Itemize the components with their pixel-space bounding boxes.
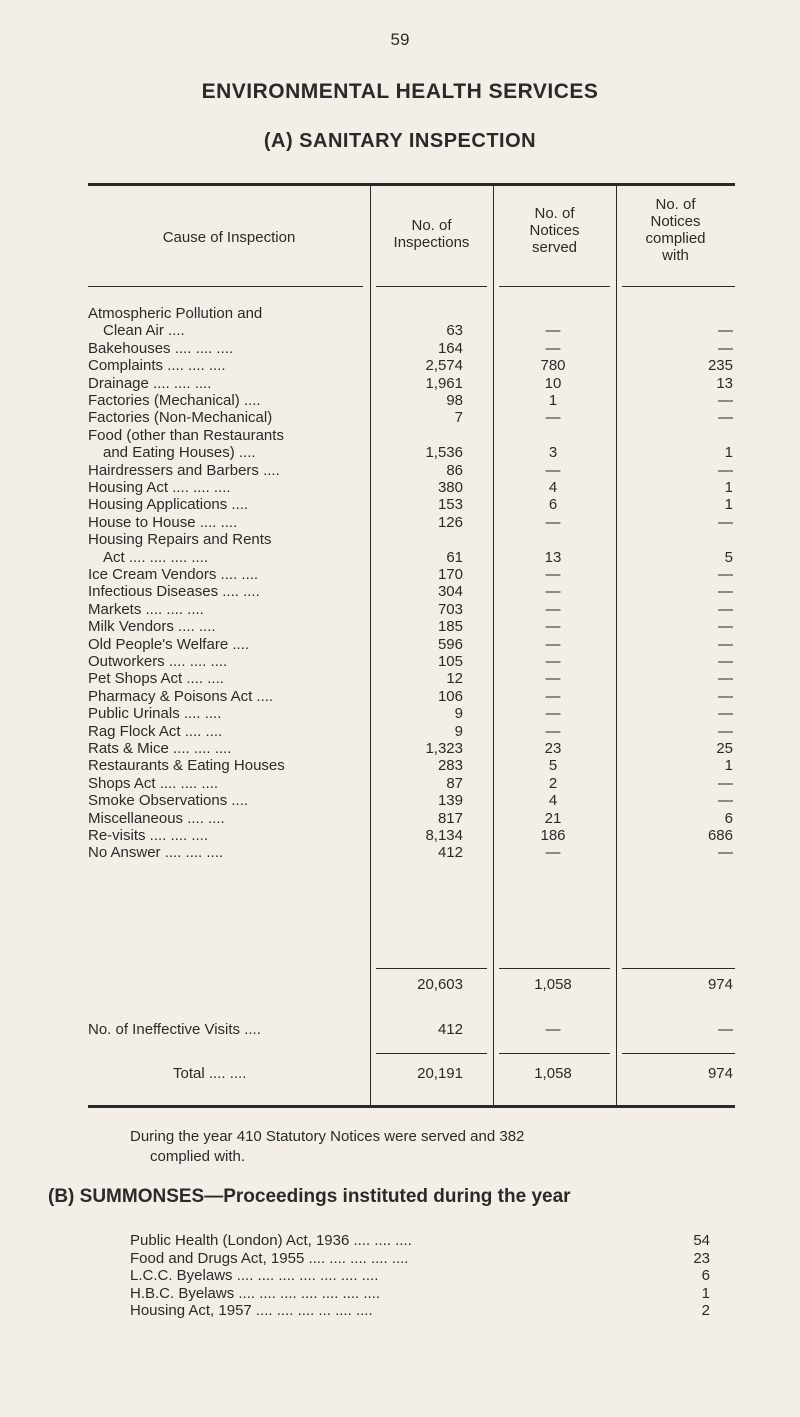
inspections-value: 380 [437, 479, 463, 496]
cause-label: Restaurants & Eating Houses [88, 757, 285, 775]
cause-label: Milk Vendors .... .... [88, 618, 216, 636]
inspections-value: 61 [446, 548, 463, 566]
cause-label: Smoke Observations .... [88, 792, 249, 810]
table-row [88, 601, 735, 619]
served-value: 5 [548, 757, 558, 775]
served-value: 21 [544, 809, 562, 827]
inspections-value: 105 [437, 653, 463, 670]
cause-label: Housing Applications .... [88, 496, 249, 514]
complied-value: — [718, 844, 733, 862]
page-title: ENVIRONMENTAL HEALTH SERVICES [201, 80, 599, 103]
inspections-value: 170 [437, 566, 463, 583]
cause-label: Factories (Mechanical) .... [88, 392, 261, 409]
inspections-value: 98 [446, 392, 463, 409]
served-value: — [545, 844, 561, 862]
cause-label: Ice Cream Vendors .... .... [88, 566, 259, 583]
cause-label: Outworkers .... .... .... [88, 653, 228, 670]
complied-value: — [718, 392, 733, 409]
complied-value: — [718, 322, 733, 340]
served-value: — [545, 705, 561, 723]
complied-value: 686 [707, 827, 733, 844]
table-row [88, 479, 735, 497]
complied-value: — [718, 339, 733, 357]
served-value: — [545, 322, 561, 340]
inspections-value: 87 [446, 774, 463, 792]
complied-value: — [718, 566, 733, 583]
cause-label: Public Urinals .... .... [88, 705, 222, 723]
inspections-value: 9 [454, 705, 463, 723]
served-value: — [545, 618, 561, 636]
inspections-value: 596 [437, 635, 463, 653]
cause-label: Rag Flock Act .... .... [88, 722, 223, 740]
total-rule [499, 1053, 610, 1054]
total-rule [622, 1053, 735, 1054]
cause-label: Housing Act .... .... .... [88, 479, 231, 496]
table-row [88, 340, 735, 358]
complied-value: 6 [724, 809, 733, 827]
inspections-value: 86 [446, 461, 463, 479]
cause-label: Complaints .... .... .... [88, 357, 226, 375]
cause-label: Re-visits .... .... .... [88, 827, 209, 844]
cause-label: Old People's Welfare .... [88, 635, 249, 653]
served-value: — [545, 600, 561, 618]
header-cause: Cause of Inspection [162, 229, 296, 246]
total-inspections: 20,191 [417, 1065, 463, 1082]
subtotal-served: 1,058 [534, 976, 572, 993]
inspections-value: 12 [446, 670, 463, 688]
table-bottom-rule [88, 1105, 735, 1108]
cause-label: Factories (Non-Mechanical) [88, 409, 273, 427]
inspections-value: 1,536 [425, 444, 463, 462]
complied-value: — [718, 618, 733, 636]
table-row [88, 827, 735, 845]
complied-value: — [718, 409, 733, 427]
served-value: 10 [544, 374, 562, 392]
table-row-continued [88, 531, 735, 549]
summons-act: Housing Act, 1957 .... .... .... ... .... .... [130, 1302, 373, 1319]
subtotal-complied: 974 [707, 976, 733, 993]
header-rule [88, 286, 363, 287]
inspections-value: 412 [437, 844, 463, 862]
served-value: — [545, 566, 561, 583]
total-row [88, 1065, 735, 1083]
table-row [88, 549, 735, 567]
table-row [88, 810, 735, 828]
header-rule [376, 286, 487, 287]
summons-count: 1 [701, 1284, 710, 1302]
table-row [88, 653, 735, 671]
summons-row [130, 1267, 710, 1285]
complied-value: — [718, 635, 733, 653]
ineffective-inspections: 412 [437, 1021, 463, 1038]
complied-value: — [718, 600, 733, 618]
complied-value: — [718, 722, 733, 740]
complied-value: — [718, 670, 733, 688]
table-row [88, 496, 735, 514]
served-value: 13 [544, 548, 562, 566]
complied-value: 13 [716, 374, 733, 392]
inspections-value: 304 [437, 583, 463, 601]
inspections-value: 63 [446, 322, 463, 340]
summons-count: 23 [693, 1249, 710, 1267]
summons-count: 54 [693, 1232, 710, 1249]
inspections-value: 817 [437, 809, 463, 827]
table-row [88, 375, 735, 393]
cause-label: Clean Air .... [103, 322, 185, 340]
table-row [88, 409, 735, 427]
cause-label: and Eating Houses) .... [103, 444, 256, 462]
served-value: 1 [548, 392, 558, 409]
header-rule [622, 286, 735, 287]
inspections-value: 283 [437, 757, 463, 775]
cause-label: Atmospheric Pollution and [88, 305, 263, 322]
complied-value: 1 [724, 444, 733, 462]
complied-value: 5 [724, 548, 733, 566]
table-row [88, 688, 735, 706]
served-value: 6 [548, 496, 558, 514]
served-value: — [545, 653, 561, 670]
served-value: — [545, 687, 561, 705]
summons-act: L.C.C. Byelaws .... .... .... .... .... .... .... [130, 1267, 379, 1284]
inspections-value: 7 [454, 409, 463, 427]
served-value: 2 [548, 774, 558, 792]
table-row [88, 723, 735, 741]
cause-label: Shops Act .... .... .... [88, 774, 219, 792]
inspections-value: 153 [437, 496, 463, 514]
summons-count: 2 [701, 1302, 710, 1319]
table-row [88, 705, 735, 723]
served-value: 23 [544, 740, 562, 757]
cause-label: Food (other than Restaurants [88, 426, 284, 444]
cause-label: Bakehouses .... .... .... [88, 339, 234, 357]
summons-act: Food and Drugs Act, 1955 .... .... .... .... .... [130, 1249, 409, 1267]
inspections-value: 703 [437, 600, 463, 618]
inspections-value: 1,961 [425, 374, 463, 392]
subtotal-rule [622, 968, 735, 969]
inspections-value: 1,323 [425, 740, 463, 757]
served-value: 4 [548, 792, 558, 810]
inspections-value: 9 [454, 722, 463, 740]
table-row [88, 618, 735, 636]
complied-value: — [718, 583, 733, 601]
table-row [88, 462, 735, 480]
table-row-continued [88, 427, 735, 445]
ineffective-label: No. of Ineffective Visits .... [88, 1021, 261, 1038]
table-row [88, 757, 735, 775]
cause-label: Miscellaneous .... .... [88, 809, 225, 827]
served-value: — [545, 339, 561, 357]
ineffective-visits-row [88, 1021, 735, 1039]
summons-row [130, 1250, 710, 1268]
table-row [88, 392, 735, 410]
inspections-value: 139 [437, 792, 463, 810]
subtotal-inspections: 20,603 [417, 976, 463, 993]
subtotal-row [88, 976, 735, 994]
complied-value: 235 [707, 357, 733, 375]
table-top-rule [88, 183, 735, 186]
cause-label: Pet Shops Act .... .... [88, 670, 224, 688]
header-notices-served: No. of Notices served [529, 205, 580, 256]
complied-value: — [718, 792, 733, 810]
header-rule [499, 286, 610, 287]
complied-value: 1 [724, 496, 733, 514]
summons-row [130, 1232, 710, 1250]
complied-value: — [718, 653, 733, 670]
header-inspections: No. of Inspections [393, 217, 470, 251]
table-row [88, 636, 735, 654]
table-row-continued [88, 305, 735, 323]
summons-act: Public Health (London) Act, 1936 .... .... .... [130, 1232, 412, 1249]
complied-value: — [718, 513, 733, 531]
summons-count: 6 [701, 1267, 710, 1284]
cause-label: No Answer .... .... .... [88, 844, 224, 862]
cause-label: Hairdressers and Barbers .... [88, 461, 280, 479]
served-value: — [545, 461, 561, 479]
table-row [88, 844, 735, 862]
served-value: — [545, 670, 561, 688]
complied-value: 1 [724, 757, 733, 775]
table-row [88, 583, 735, 601]
table-row [88, 792, 735, 810]
cause-label: Housing Repairs and Rents [88, 531, 272, 549]
note-line: complied with. [150, 1148, 246, 1165]
inspections-value: 126 [437, 513, 463, 531]
subtotal-rule [499, 968, 610, 969]
total-complied: 974 [707, 1065, 733, 1082]
total-label: Total .... .... [173, 1065, 247, 1082]
complied-value: — [718, 774, 733, 792]
complied-value: 1 [724, 479, 733, 496]
cause-label: Pharmacy & Poisons Act .... [88, 687, 274, 705]
cause-label: Markets .... .... .... [88, 600, 204, 618]
inspections-value: 8,134 [425, 827, 463, 844]
cause-label: Rats & Mice .... .... .... [88, 740, 232, 757]
inspections-value: 164 [437, 339, 463, 357]
served-value: — [545, 583, 561, 601]
summons-row [130, 1285, 710, 1303]
cause-label: Drainage .... .... .... [88, 374, 212, 392]
table-row [88, 444, 735, 462]
summons-row [130, 1302, 710, 1320]
total-rule [376, 1053, 487, 1054]
cause-label: Infectious Diseases .... .... [88, 583, 260, 601]
served-value: 3 [548, 444, 558, 462]
served-value: 780 [540, 357, 566, 375]
subtotal-rule [376, 968, 487, 969]
served-value: — [545, 722, 561, 740]
page-number: 59 [390, 30, 410, 49]
complied-value: 25 [716, 740, 733, 757]
header-notices-complied: No. of Notices complied with [645, 196, 706, 264]
summonses-title: (B) SUMMONSES—Proceedings instituted during the year [48, 1186, 571, 1207]
note-line: During the year 410 Statutory Notices were served and 382 [130, 1128, 525, 1145]
cause-label: House to House .... .... [88, 513, 238, 531]
served-value: — [545, 409, 561, 427]
served-value: — [545, 635, 561, 653]
table-row [88, 740, 735, 758]
complied-value: — [718, 461, 733, 479]
table-row [88, 357, 735, 375]
inspections-value: 106 [437, 687, 463, 705]
inspections-value: 185 [437, 618, 463, 636]
complied-value: — [718, 687, 733, 705]
table-row [88, 322, 735, 340]
statutory-notices-note [130, 1127, 710, 1167]
table-row [88, 566, 735, 584]
ineffective-served: — [545, 1021, 561, 1038]
table-row [88, 775, 735, 793]
summons-act: H.B.C. Byelaws .... .... .... .... .... .... .... [130, 1284, 381, 1302]
section-title: (A) SANITARY INSPECTION [263, 130, 537, 152]
table-row [88, 670, 735, 688]
inspections-value: 2,574 [425, 357, 463, 375]
cause-label: Act .... .... .... .... [103, 548, 209, 566]
served-value: 186 [540, 827, 566, 844]
ineffective-complied: — [718, 1021, 733, 1038]
table-row [88, 514, 735, 532]
served-value: — [545, 513, 561, 531]
served-value: 4 [548, 479, 558, 496]
total-served: 1,058 [534, 1065, 572, 1082]
complied-value: — [718, 705, 733, 723]
